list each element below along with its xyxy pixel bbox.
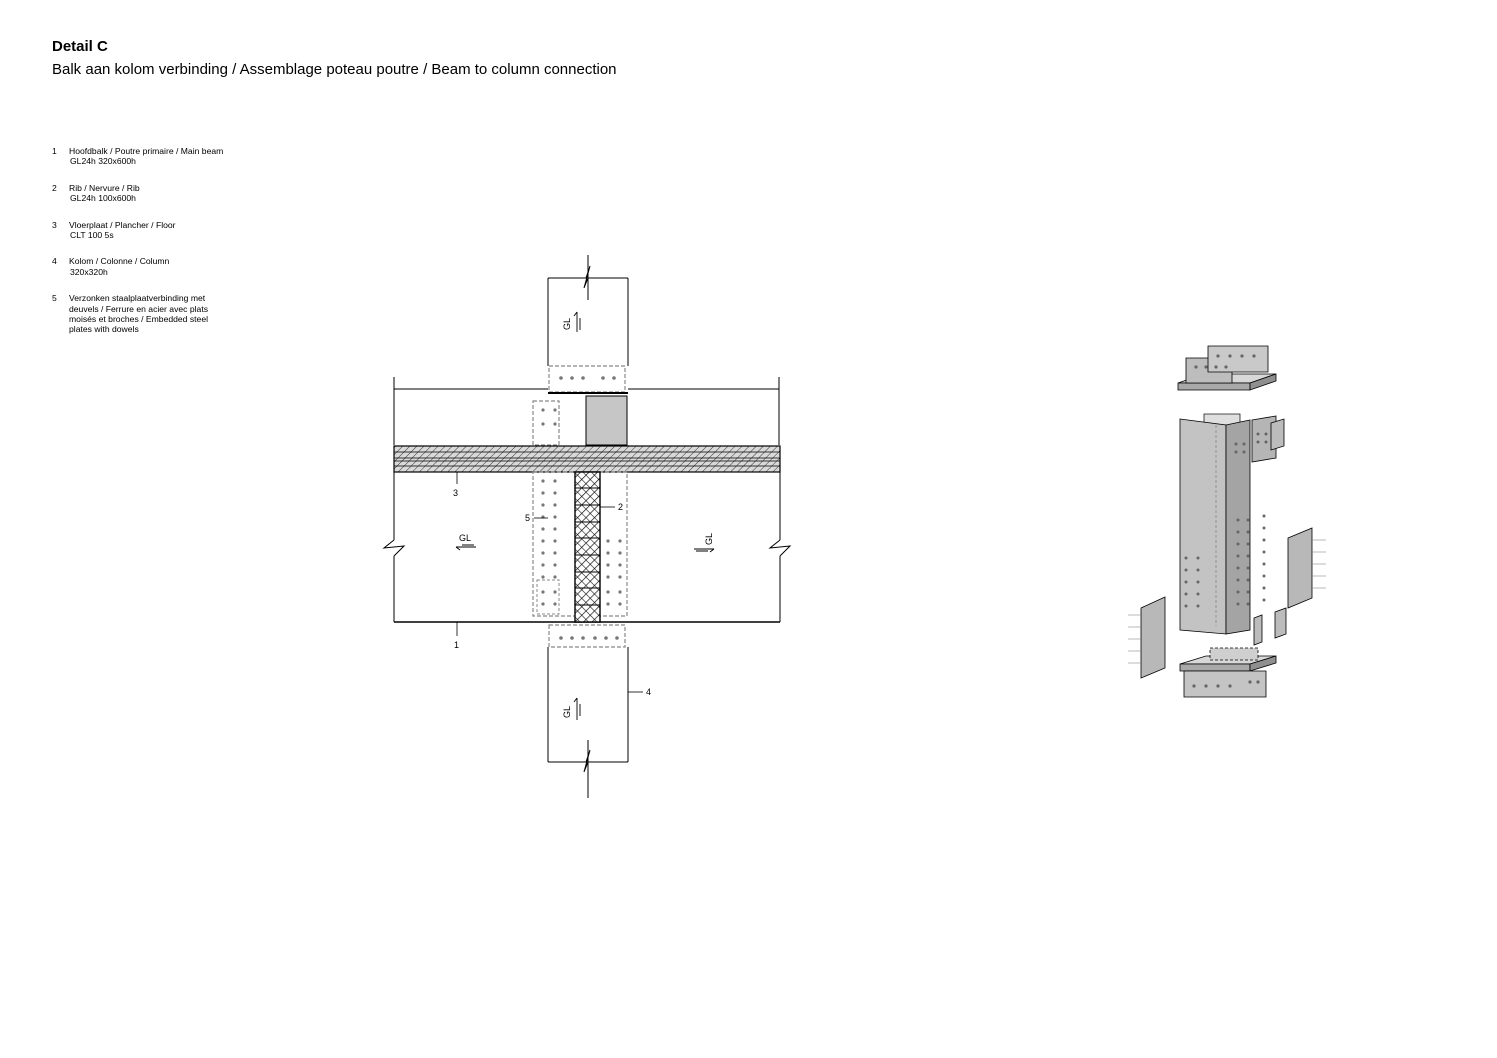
legend-label: plates with dowels: [69, 324, 139, 335]
callouts: [453, 472, 651, 697]
iso-right-plate: [1288, 528, 1326, 608]
grain-label: GL: [562, 317, 572, 330]
iso-top-saddle: [1178, 346, 1276, 390]
rib-section: [575, 472, 600, 622]
callout-3: 3: [453, 488, 459, 498]
legend-number: 2: [52, 182, 57, 193]
legend-label: Rib / Nervure / Rib: [69, 182, 140, 193]
legend-label: moisés et broches / Embedded steel: [69, 314, 209, 325]
legend-label: Hoofdbalk / Poutre primaire / Main beam: [69, 146, 224, 156]
legend-detail: CLT 100 5s: [70, 230, 114, 241]
legend-label: Vloerplaat / Plancher / Floor: [69, 219, 176, 230]
exploded-isometric-view: [1128, 346, 1326, 697]
legend-detail: GL24h 100x600h: [70, 193, 136, 204]
section-drawing: [384, 255, 790, 798]
legend-label: deuvels / Ferrure en acier avec plats: [69, 303, 208, 314]
lower-column: [548, 647, 628, 798]
clt-floor: [394, 446, 780, 472]
upper-column: [548, 255, 628, 366]
legend-label: Verzonken staalplaatverbinding met: [69, 293, 206, 304]
legend-number: 1: [52, 146, 57, 156]
legend-number: 5: [52, 293, 57, 304]
legend-number: 4: [52, 256, 57, 267]
page-title: Detail C: [52, 38, 108, 55]
iso-left-plate: [1128, 597, 1165, 678]
grain-label: GL: [562, 705, 572, 718]
legend-detail: 320x320h: [70, 266, 108, 277]
iso-bottom-saddle: [1180, 648, 1276, 697]
legend-label: Kolom / Colonne / Column: [69, 256, 170, 267]
legend-number: 3: [52, 219, 57, 230]
callout-1: 1: [454, 640, 460, 650]
column-stub: [533, 393, 628, 445]
bottom-steel-plate: [549, 625, 625, 647]
callout-4: 4: [646, 687, 652, 697]
grain-label: GL: [459, 533, 472, 543]
iso-rib-blade: [1180, 414, 1276, 634]
callout-2: 2: [618, 502, 624, 512]
top-steel-plate: [549, 366, 625, 392]
grain-label: GL: [704, 532, 714, 545]
callout-5: 5: [525, 513, 531, 523]
legend-detail: GL24h 320x600h: [70, 156, 136, 167]
page-subtitle: Balk aan kolom verbinding / Assemblage poteau poutre / Beam to column connection: [52, 61, 617, 78]
